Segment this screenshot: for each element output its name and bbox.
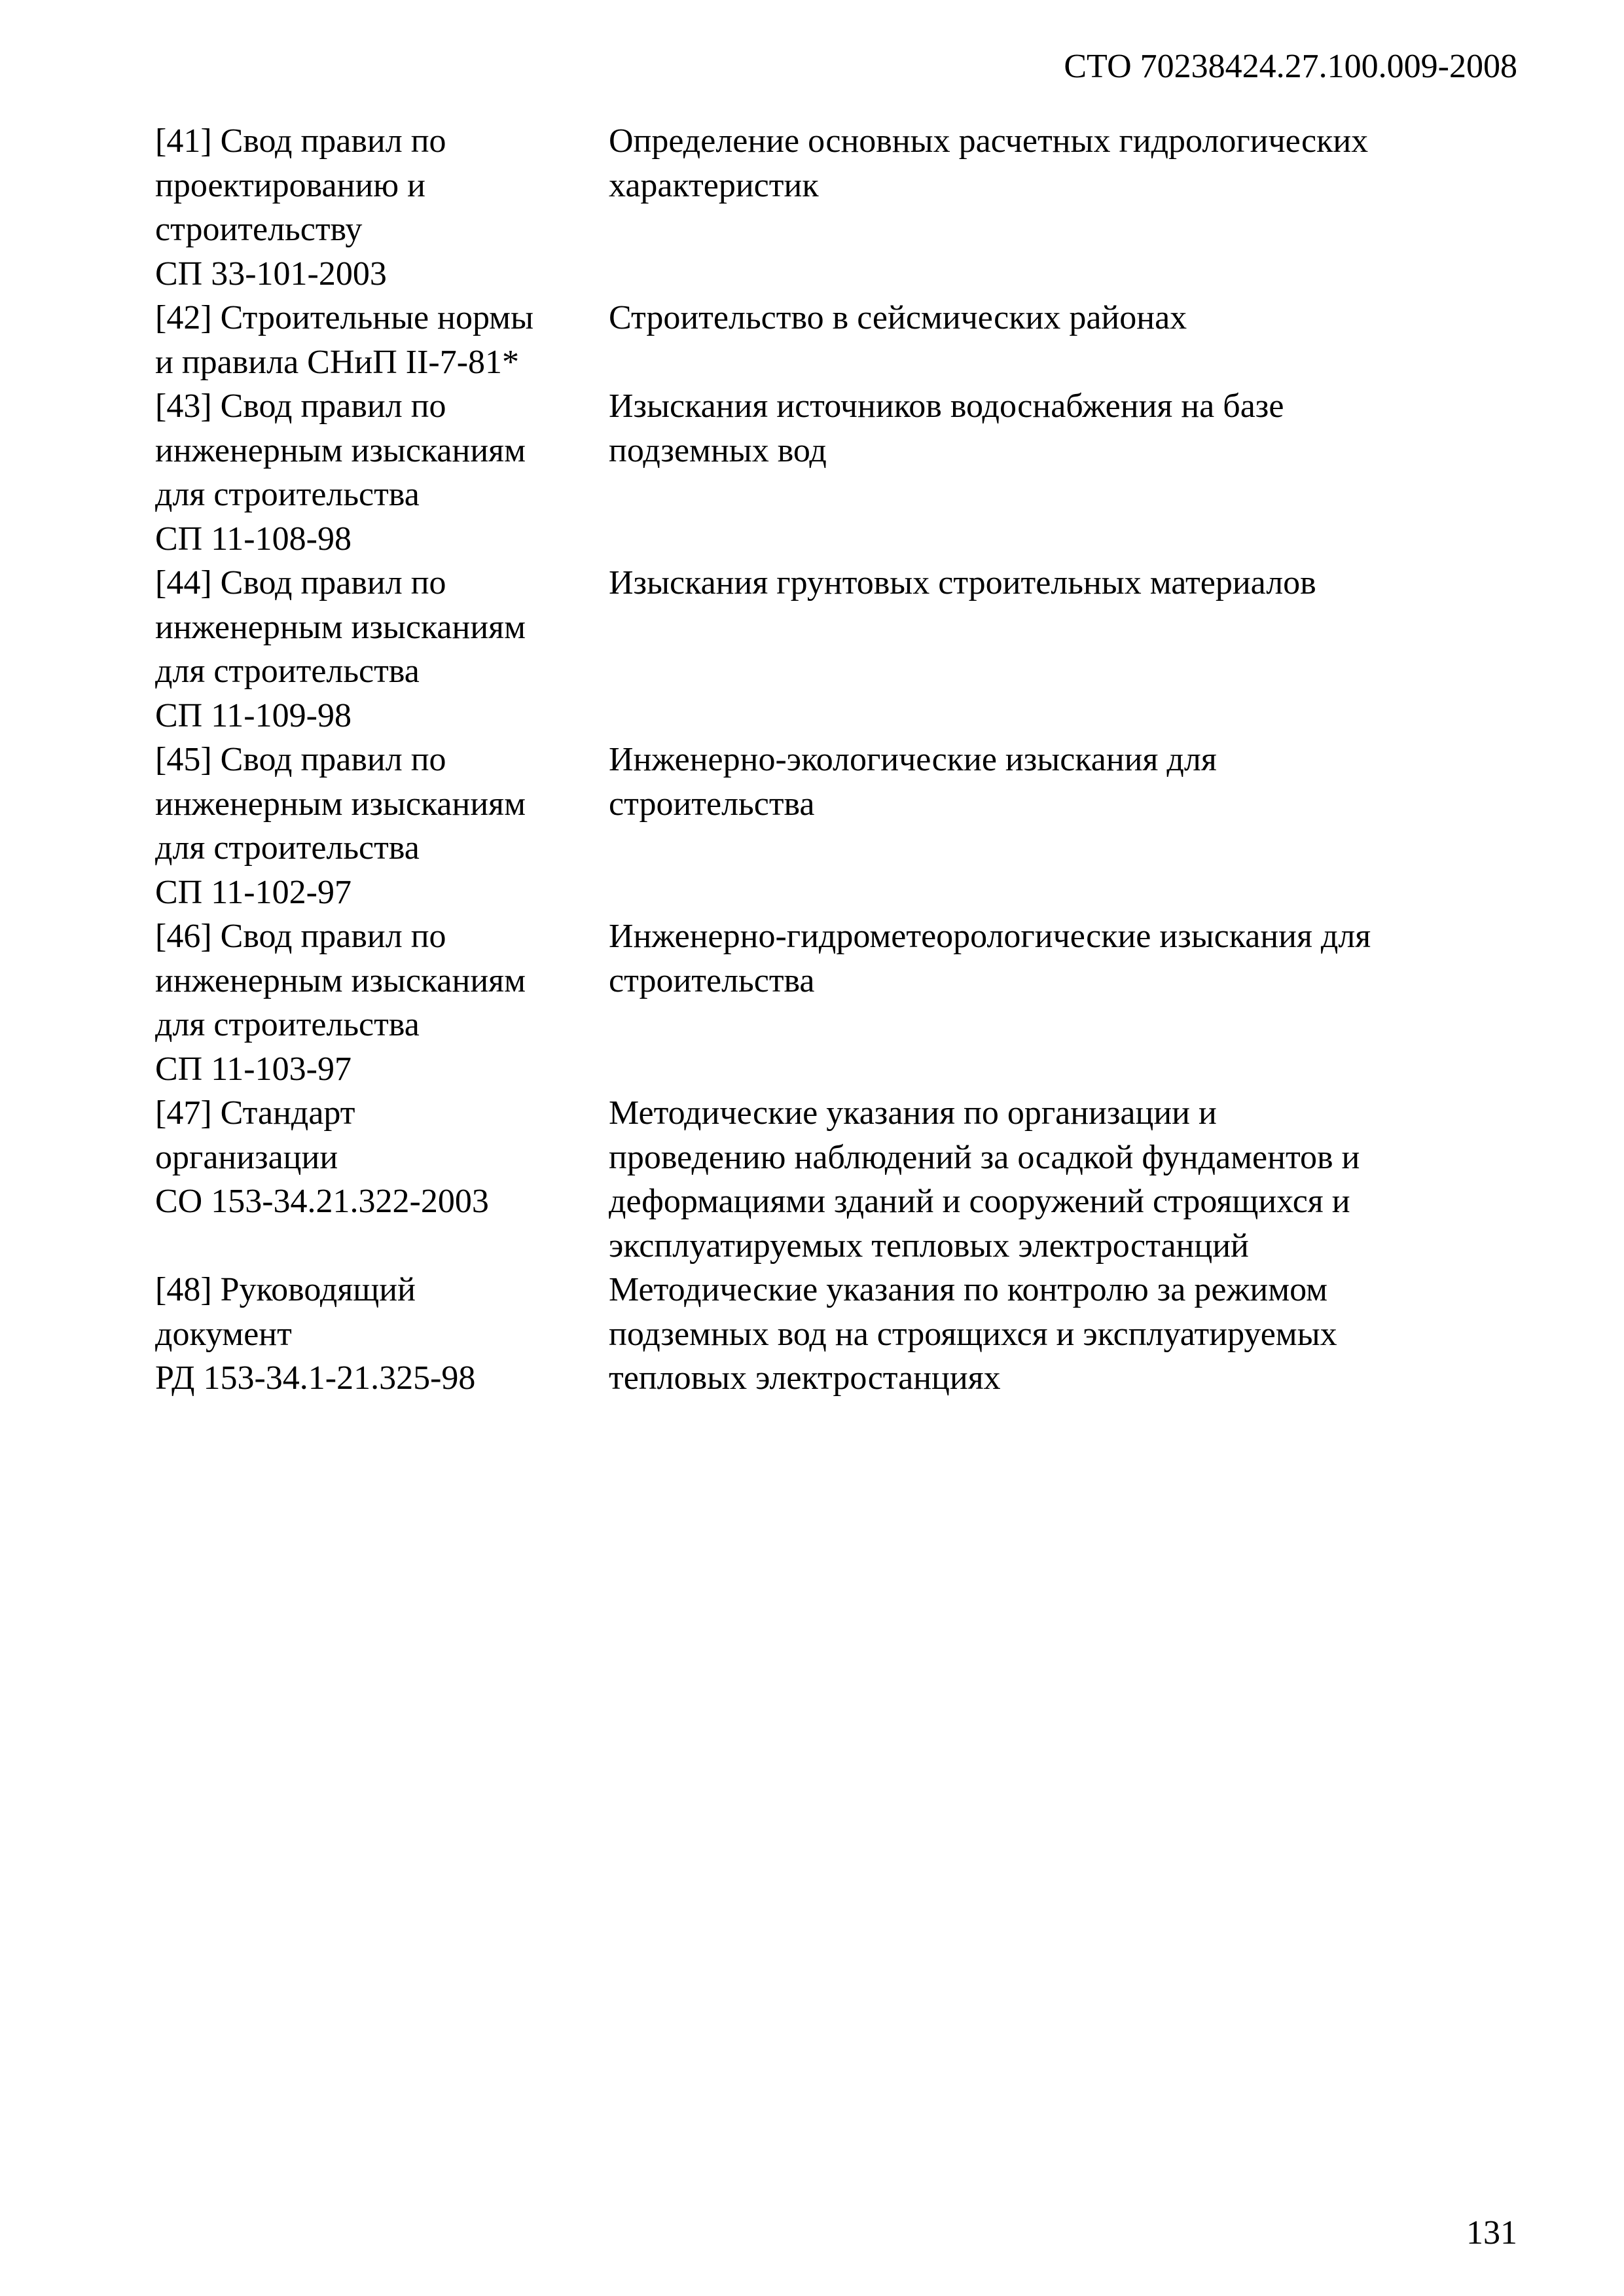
reference-designation-line: СП 11-102-97 [155,873,352,911]
reference-designation-line: СП 11-109-98 [155,696,352,734]
reference-designation [155,119,609,296]
reference-designation-line: инженерным изысканиям [155,608,526,646]
reference-designation-line: строительству [155,211,363,248]
reference-title [609,384,1517,473]
reference-designation [155,1268,609,1401]
reference-title-line: Методические указания по контролю за режимом [609,1271,1328,1308]
reference-title-line: Определение основных расчетных гидрологических [609,122,1369,160]
reference-entry [155,1091,1517,1268]
reference-designation-line: [44] Свод правил по [155,564,446,601]
reference-title-line: подземных вод [609,431,827,469]
reference-title-line: тепловых электростанциях [609,1359,1001,1397]
reference-designation-line: [48] Руководящий [155,1271,416,1308]
reference-designation-line: организации [155,1138,338,1176]
reference-entry [155,561,1517,738]
reference-designation [155,384,609,561]
reference-designation [155,738,609,914]
reference-title-line: характеристик [609,166,819,204]
reference-designation-line: для строительства [155,829,420,867]
reference-title [609,296,1517,340]
reference-designation-line: [47] Стандарт [155,1094,355,1132]
document-code-header: СТО 70238424.27.100.009-2008 [1064,48,1517,85]
reference-designation-line: и правила СНиП II-7-81* [155,343,520,381]
reference-designation-line: проектированию и [155,166,425,204]
reference-designation-line: [42] Строительные нормы [155,299,534,336]
reference-title [609,119,1517,207]
reference-designation-line: РД 153-34.1-21.325-98 [155,1359,476,1397]
reference-title-line: Инженерно-экологические изыскания для [609,741,1217,778]
reference-entry [155,738,1517,914]
reference-designation-line: СП 11-108-98 [155,520,352,558]
reference-entry [155,119,1517,296]
reference-title-line: проведению наблюдений за осадкой фундаментов и [609,1138,1360,1176]
reference-designation-line: СО 153-34.21.322-2003 [155,1183,489,1220]
reference-title-line: подземных вод на строящихся и эксплуатируемых [609,1315,1337,1353]
reference-title-line: строительства [609,785,815,823]
reference-designation [155,561,609,738]
reference-title [609,1268,1517,1401]
reference-title [609,738,1517,826]
reference-title-line: эксплуатируемых тепловых электростанций [609,1227,1249,1265]
reference-title-line: Методические указания по организации и [609,1094,1217,1132]
reference-designation [155,914,609,1091]
reference-designation-line: инженерным изысканиям [155,785,526,823]
reference-designation-line: [41] Свод правил по [155,122,446,160]
reference-designation-line: для строительства [155,476,420,513]
reference-designation-line: для строительства [155,653,420,690]
reference-entry [155,914,1517,1091]
reference-designation-line: инженерным изысканиям [155,431,526,469]
reference-title [609,561,1517,605]
reference-designation-line: [43] Свод правил по [155,387,446,425]
reference-title-line: Изыскания грунтовых строительных материалов [609,564,1316,601]
reference-designation-line: [46] Свод правил по [155,918,446,955]
page-number: 131 [1466,2214,1517,2251]
reference-entry [155,296,1517,384]
reference-designation-line: СП 33-101-2003 [155,255,387,293]
reference-designation-line: инженерным изысканиям [155,961,526,999]
reference-title-line: Изыскания источников водоснабжения на базе [609,387,1284,425]
reference-designation [155,1091,609,1224]
reference-title-line: Строительство в сейсмических районах [609,299,1187,336]
reference-entry [155,1268,1517,1401]
reference-title [609,914,1517,1003]
bibliography-list [155,119,1517,1401]
reference-title-line: Инженерно-гидрометеорологические изыскания для [609,918,1371,955]
reference-designation-line: СП 11-103-97 [155,1050,352,1088]
reference-designation [155,296,609,384]
reference-title-line: строительства [609,961,815,999]
reference-entry [155,384,1517,561]
reference-designation-line: для строительства [155,1006,420,1043]
reference-designation-line: [45] Свод правил по [155,741,446,778]
reference-designation-line: документ [155,1315,292,1353]
reference-title [609,1091,1517,1268]
reference-title-line: деформациями зданий и сооружений строящихся и [609,1183,1350,1220]
